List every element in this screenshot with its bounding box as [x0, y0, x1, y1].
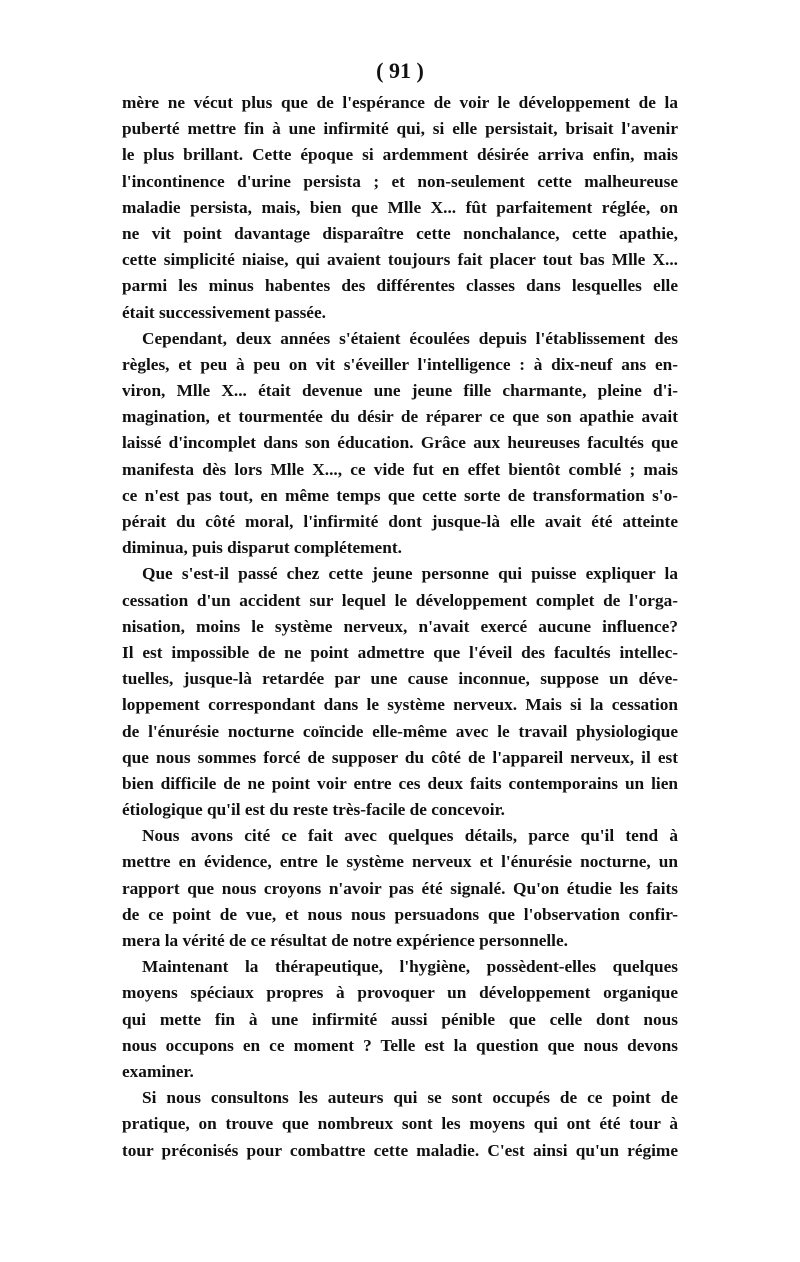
text-line: parmi les minus habentes des différentes classes dans lesquelles elle: [122, 276, 678, 296]
text-line: Que s'est-il passé chez cette jeune personne qui puisse expliquer la: [142, 564, 678, 584]
text-line: nous occupons en ce moment ? Telle est la question que nous devons: [122, 1035, 678, 1055]
text-line: ce n'est pas tout, en même temps que cette sorte de transformation s'o-: [122, 485, 678, 505]
text-line: de ce point de vue, et nous nous persuadons que l'observation confir-: [122, 904, 678, 924]
text-line: examiner.: [122, 1061, 194, 1081]
text-line: diminua, puis disparut complétement.: [122, 538, 402, 558]
text-line: viron, Mlle X... était devenue une jeune fille charmante, pleine d'i-: [122, 381, 678, 401]
text-line: l'incontinence d'urine persista ; et non-seulement cette malheureuse: [122, 171, 678, 191]
text-line: maladie persista, mais, bien que Mlle X... fût parfaitement réglée, on: [122, 197, 678, 217]
text-line: cessation d'un accident sur lequel le développement complet de l'orga-: [122, 590, 678, 610]
text-line: laissé d'incomplet dans son éducation. Grâce aux heureuses facultés que: [122, 433, 678, 453]
text-line: de l'énurésie nocturne coïncide elle-même avec le travail physiologique: [122, 721, 678, 741]
text-line: Nous avons cité ce fait avec quelques détails, parce qu'il tend à: [142, 826, 678, 846]
body-text: [122, 90, 678, 1164]
text-line: puberté mettre fin à une infirmité qui, si elle persistait, brisait l'avenir: [122, 119, 678, 139]
text-line: loppement correspondant dans le système nerveux. Mais si la cessation: [122, 695, 678, 715]
text-line: Maintenant la thérapeutique, l'hygiène, possèdent-elles quelques: [142, 957, 678, 977]
text-line: mera la vérité de ce résultat de notre expérience personnelle.: [122, 931, 568, 950]
text-line: pérait du côté moral, l'infirmité dont jusque-là elle avait été atteinte: [122, 512, 678, 531]
text-line: mère ne vécut plus que de l'espérance de voir le développement de la: [122, 93, 678, 112]
text-line: pratique, on trouve que nombreux sont les moyens qui ont été tour à: [122, 1114, 678, 1134]
text-line: mettre en évidence, entre le système nerveux et l'énurésie nocturne, un: [122, 852, 678, 872]
text-line: tour préconisés pour combattre cette maladie. C'est ainsi qu'un régime: [122, 1140, 678, 1160]
text-line: Cependant, deux années s'étaient écoulées depuis l'établissement des: [142, 328, 678, 348]
text-line: moyens spéciaux propres à provoquer un développement organique: [122, 983, 678, 1003]
text-line: Si nous consultons les auteurs qui se sont occupés de ce point de: [142, 1088, 678, 1108]
text-line: ne vit point davantage disparaître cette nonchalance, cette apathie,: [122, 223, 678, 243]
text-line: étiologique qu'il est du reste très-facile de concevoir.: [122, 800, 506, 820]
text-line: rapport que nous croyons n'avoir pas été signalé. Qu'on étudie les faits: [122, 878, 678, 898]
text-line: nisation, moins le système nerveux, n'avait exercé aucune influence?: [122, 616, 678, 636]
text-line: était successivement passée.: [122, 302, 326, 322]
page-number: ( 91 ): [376, 58, 424, 83]
text-line: cette simplicité niaise, qui avaient toujours fait placer tout bas Mlle X...: [122, 250, 678, 270]
text-line: le plus brillant. Cette époque si ardemment désirée arriva enfin, mais: [122, 145, 678, 165]
text-line: qui mette fin à une infirmité aussi pénible que celle dont nous: [122, 1009, 678, 1029]
text-line: manifesta dès lors Mlle X..., ce vide fut en effet bientôt comblé ; mais: [122, 459, 678, 479]
text-line: règles, et peu à peu on vit s'éveiller l'intelligence : à dix-neuf ans en-: [122, 354, 678, 374]
text-line: magination, et tourmentée du désir de réparer ce que son apathie avait: [122, 407, 678, 427]
text-line: tuelles, jusque-là retardée par une cause inconnue, suppose un déve-: [122, 669, 678, 689]
text-line: que nous sommes forcé de supposer du côté de l'appareil nerveux, il est: [122, 747, 678, 767]
text-line: bien difficile de ne point voir entre ces deux faits contemporains un lien: [122, 773, 678, 793]
text-line: Il est impossible de ne point admettre que l'éveil des facultés intellec-: [122, 642, 678, 662]
